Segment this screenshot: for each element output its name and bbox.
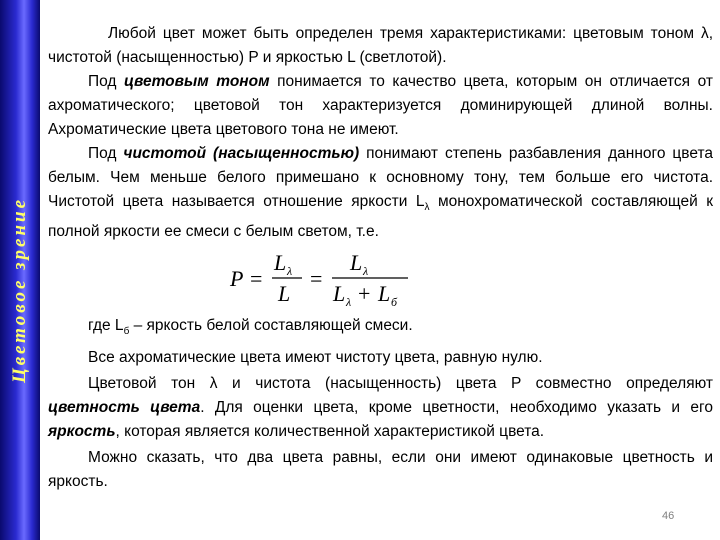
- formula-num1-sub: λ: [287, 264, 293, 279]
- chroma-post: , которая является количественной характеристикой цвета.: [115, 423, 545, 441]
- formula-num2-sub: λ: [363, 264, 369, 279]
- sidebar-title: Цветовое зрение: [9, 196, 30, 384]
- paragraph-white-luminance: [48, 314, 713, 344]
- formula-plus: +: [358, 281, 371, 307]
- paragraph-chromaticity: [48, 372, 713, 444]
- equal-colors-text: Можно сказать, что два цвета равны, если они имеют одинаковые цветность и яркость.: [48, 449, 713, 491]
- formula-num1: L: [274, 250, 287, 276]
- paragraph-hue: [48, 70, 713, 142]
- white-sub: б: [123, 326, 130, 338]
- chroma-mid: . Для оценки цвета, кроме цветности, необходимо указать и его: [200, 399, 713, 417]
- formula-den2-b-sub: б: [391, 295, 398, 310]
- paragraph-equal-colors: [48, 446, 713, 494]
- chroma-pre: Цветовой тон λ и чистота (насыщенность) цвета P совместно определяют: [88, 375, 713, 393]
- formula-svg: [228, 250, 488, 310]
- formula-den2-b: L: [378, 281, 391, 307]
- term-purity: чистотой (насыщенностью): [123, 145, 360, 162]
- formula-num2: L: [350, 250, 363, 276]
- paragraph-intro: [48, 22, 713, 70]
- achromatic-text: Все ахроматические цвета имеют чистоту цвета, равную нулю.: [88, 349, 543, 367]
- formula-den1: L: [278, 281, 291, 307]
- formula-den2-a: L: [333, 281, 346, 307]
- main-text: [48, 22, 713, 494]
- formula-den2-a-sub: λ: [346, 295, 352, 310]
- paragraph-intro-text: Любой цвет может быть определен тремя характеристиками: цветовым тоном λ, чистотой (насыщенностью) P и яркостью L (светлотой).: [48, 25, 713, 66]
- purity-formula: [48, 244, 713, 314]
- hue-post: понимается то качество цвета, которым он отличается от ахроматического; цветовой тон характеризуется доминирующей длиной волны. Ахроматические цвета цветового тона не имеют.: [48, 73, 713, 138]
- page-number: 46: [662, 510, 675, 522]
- paragraph-purity: [48, 142, 713, 244]
- formula-lhs: P: [230, 266, 244, 292]
- formula-eq1: =: [250, 266, 263, 292]
- paragraph-achromatic: [48, 346, 713, 370]
- purity-mid: понимают степень разбавления данного цвета белым. Чем меньше белого примешано к основному тону, тем больше его чистота. Чистотой цвета называется отношение яркости L: [48, 145, 713, 210]
- white-post: – яркость белой составляющей смеси.: [129, 317, 413, 335]
- purity-pre: Под: [88, 145, 124, 162]
- purity-sub: λ: [424, 202, 430, 214]
- purity-post: монохроматической составляющей к полной яркости ее смеси с белым светом, т.е.: [48, 193, 713, 241]
- term-hue: цветовым тоном: [124, 73, 270, 90]
- white-pre: где L: [88, 317, 124, 335]
- sidebar-band: [0, 0, 40, 540]
- formula-eq2: =: [310, 266, 323, 292]
- term-chromaticity: цветность цвета: [48, 399, 201, 417]
- hue-pre: Под: [88, 73, 124, 90]
- term-brightness: яркость: [48, 423, 116, 441]
